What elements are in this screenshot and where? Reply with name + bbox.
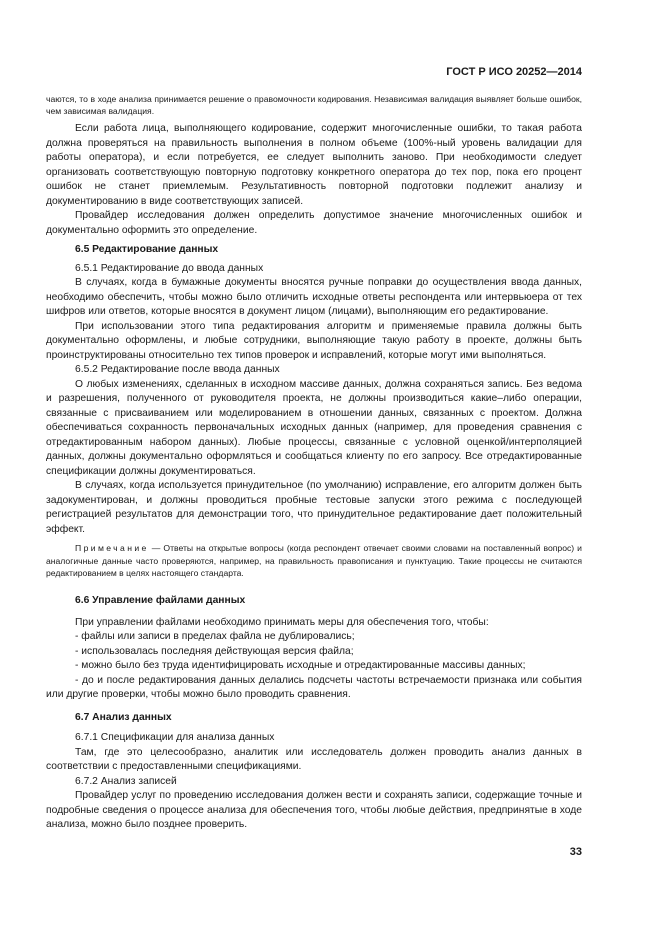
subsection-6-5-1-heading: 6.5.1 Редактирование до ввода данных — [75, 262, 264, 274]
section-6-5-heading: 6.5 Редактирование данных — [75, 244, 219, 256]
list-item: - можно было без труда идентифицировать исходные и отредактированные массивы данных; — [75, 660, 526, 672]
section-6-7-heading: 6.7 Анализ данных — [75, 711, 172, 723]
section-6-5-paragraph-4: В случаях, когда используется принудительное (по умолчанию) исправление, его алгоритм должен быть задокументирован, и должны проводиться пробные тестовые запуски этого режима с последующей регистрацией результатов для демонстрации того, что принудительное редактирование дает положительный эффект. — [46, 480, 582, 535]
list-item: - файлы или записи в пределах файла не дублировались; — [75, 631, 355, 643]
subsection-6-7-1-heading: 6.7.1 Спецификации для анализа данных — [75, 732, 275, 744]
intro-paragraph: чаются, то в ходе анализа принимается решение о правомочности кодирования. Независимая валидация выявляет больше ошибок, чем зависимая валидация. — [46, 94, 582, 117]
section-6-5-note — [46, 542, 582, 579]
section-6-6-intro: При управлении файлами необходимо принимать меры для обеспечения того, чтобы: — [75, 616, 489, 628]
section-6-5-paragraph-3: О любых изменениях, сделанных в исходном массиве данных, должна сохраняться запись. Без ведома и разрешения, полученного от руководителя проекта, не должны производиться какие–либо операции, связанные с присваиванием или моделированием в отношении данных, связанных с проектом. Должна обеспечиваться сохранность первоначальных исходных данных (например, для проведения сравнения с отредактированным набором данных). Любые процессы, связанные с условной оценкой/интерполяцией данных, должны документально оформляться и сообщаться клиенту по его запросу. Все отредактированные спецификации должны документироваться. — [46, 378, 582, 477]
note-label: Примечание — [75, 543, 149, 554]
coding-errors-paragraph: Если работа лица, выполняющего кодирование, содержит многочисленные ошибки, то такая работа должна проверяться на правильность выполнения в полном объеме (100%-ный уровень валидации для работы оператора), и если потребуется, ее следует выполнить заново. При необходимости следует организовать соответствующую повторную подготовку конкретного оператора до тех пор, пока его процент ошибок не станет приемлемым. Результативность повторной подготовки подлежит анализу и документированию в виде соответствующих записей. — [46, 123, 582, 207]
provider-errors-paragraph: Провайдер исследования должен определить допустимое значение многочисленных ошибок и документально оформить это определение. — [46, 210, 582, 236]
subsection-6-5-2-heading: 6.5.2 Редактирование после ввода данных — [75, 364, 280, 376]
list-item: - до и после редактирования данных делались подсчеты частоты встречаемости признака или события или другие проверки, чтобы можно было проводить сравнения. — [46, 674, 582, 701]
page-number: 33 — [569, 846, 582, 858]
section-6-5-paragraph-1: В случаях, когда в бумажные документы вносятся ручные поправки до осуществления ввода данных, необходимо обеспечить, чтобы можно было отличить исходные ответы респондента или интервьюера от тех шифров или ответов, которые вносятся в документ лицом (лицами), выполняющим его редактирование. — [46, 277, 582, 318]
section-6-5-paragraph-2: При использовании этого типа редактирования алгоритм и применяемые правила должны быть документально оформлены, и любые сотрудники, выполняющие такую работу в проекте, должны быть проинструктированы относительно тех типов проверок и исправлений, которые могут ими выполняться. — [46, 320, 582, 361]
note-text: — Ответы на открытые вопросы (когда респондент отвечает своими словами на поставленный вопрос) и аналогичные данные часто проверяются, например, на правильность правописания и пунктуацию. Такие процессы не считаются редактированием в целях настоящего стандарта. — [46, 543, 582, 578]
document-code-header: ГОСТ Р ИСО 20252—2014 — [446, 66, 582, 78]
document-body — [46, 93, 582, 833]
section-6-7-paragraph-1: Там, где это целесообразно, аналитик или исследователь должен проводить анализ данных в соответствии с предоставленными спецификациями. — [46, 746, 582, 773]
section-6-7-paragraph-2: Провайдер услуг по проведению исследования должен вести и сохранять записи, содержащие точные и подробные сведения о процессе анализа для обеспечения того, чтобы любые действия, предпринятые в ходе анализа, можно было позднее проверить. — [46, 790, 582, 831]
section-6-6-heading: 6.6 Управление файлами данных — [75, 595, 246, 607]
list-item: - использовалась последняя действующая версия файла; — [75, 645, 354, 657]
subsection-6-7-2-heading: 6.7.2 Анализ записей — [75, 775, 177, 787]
